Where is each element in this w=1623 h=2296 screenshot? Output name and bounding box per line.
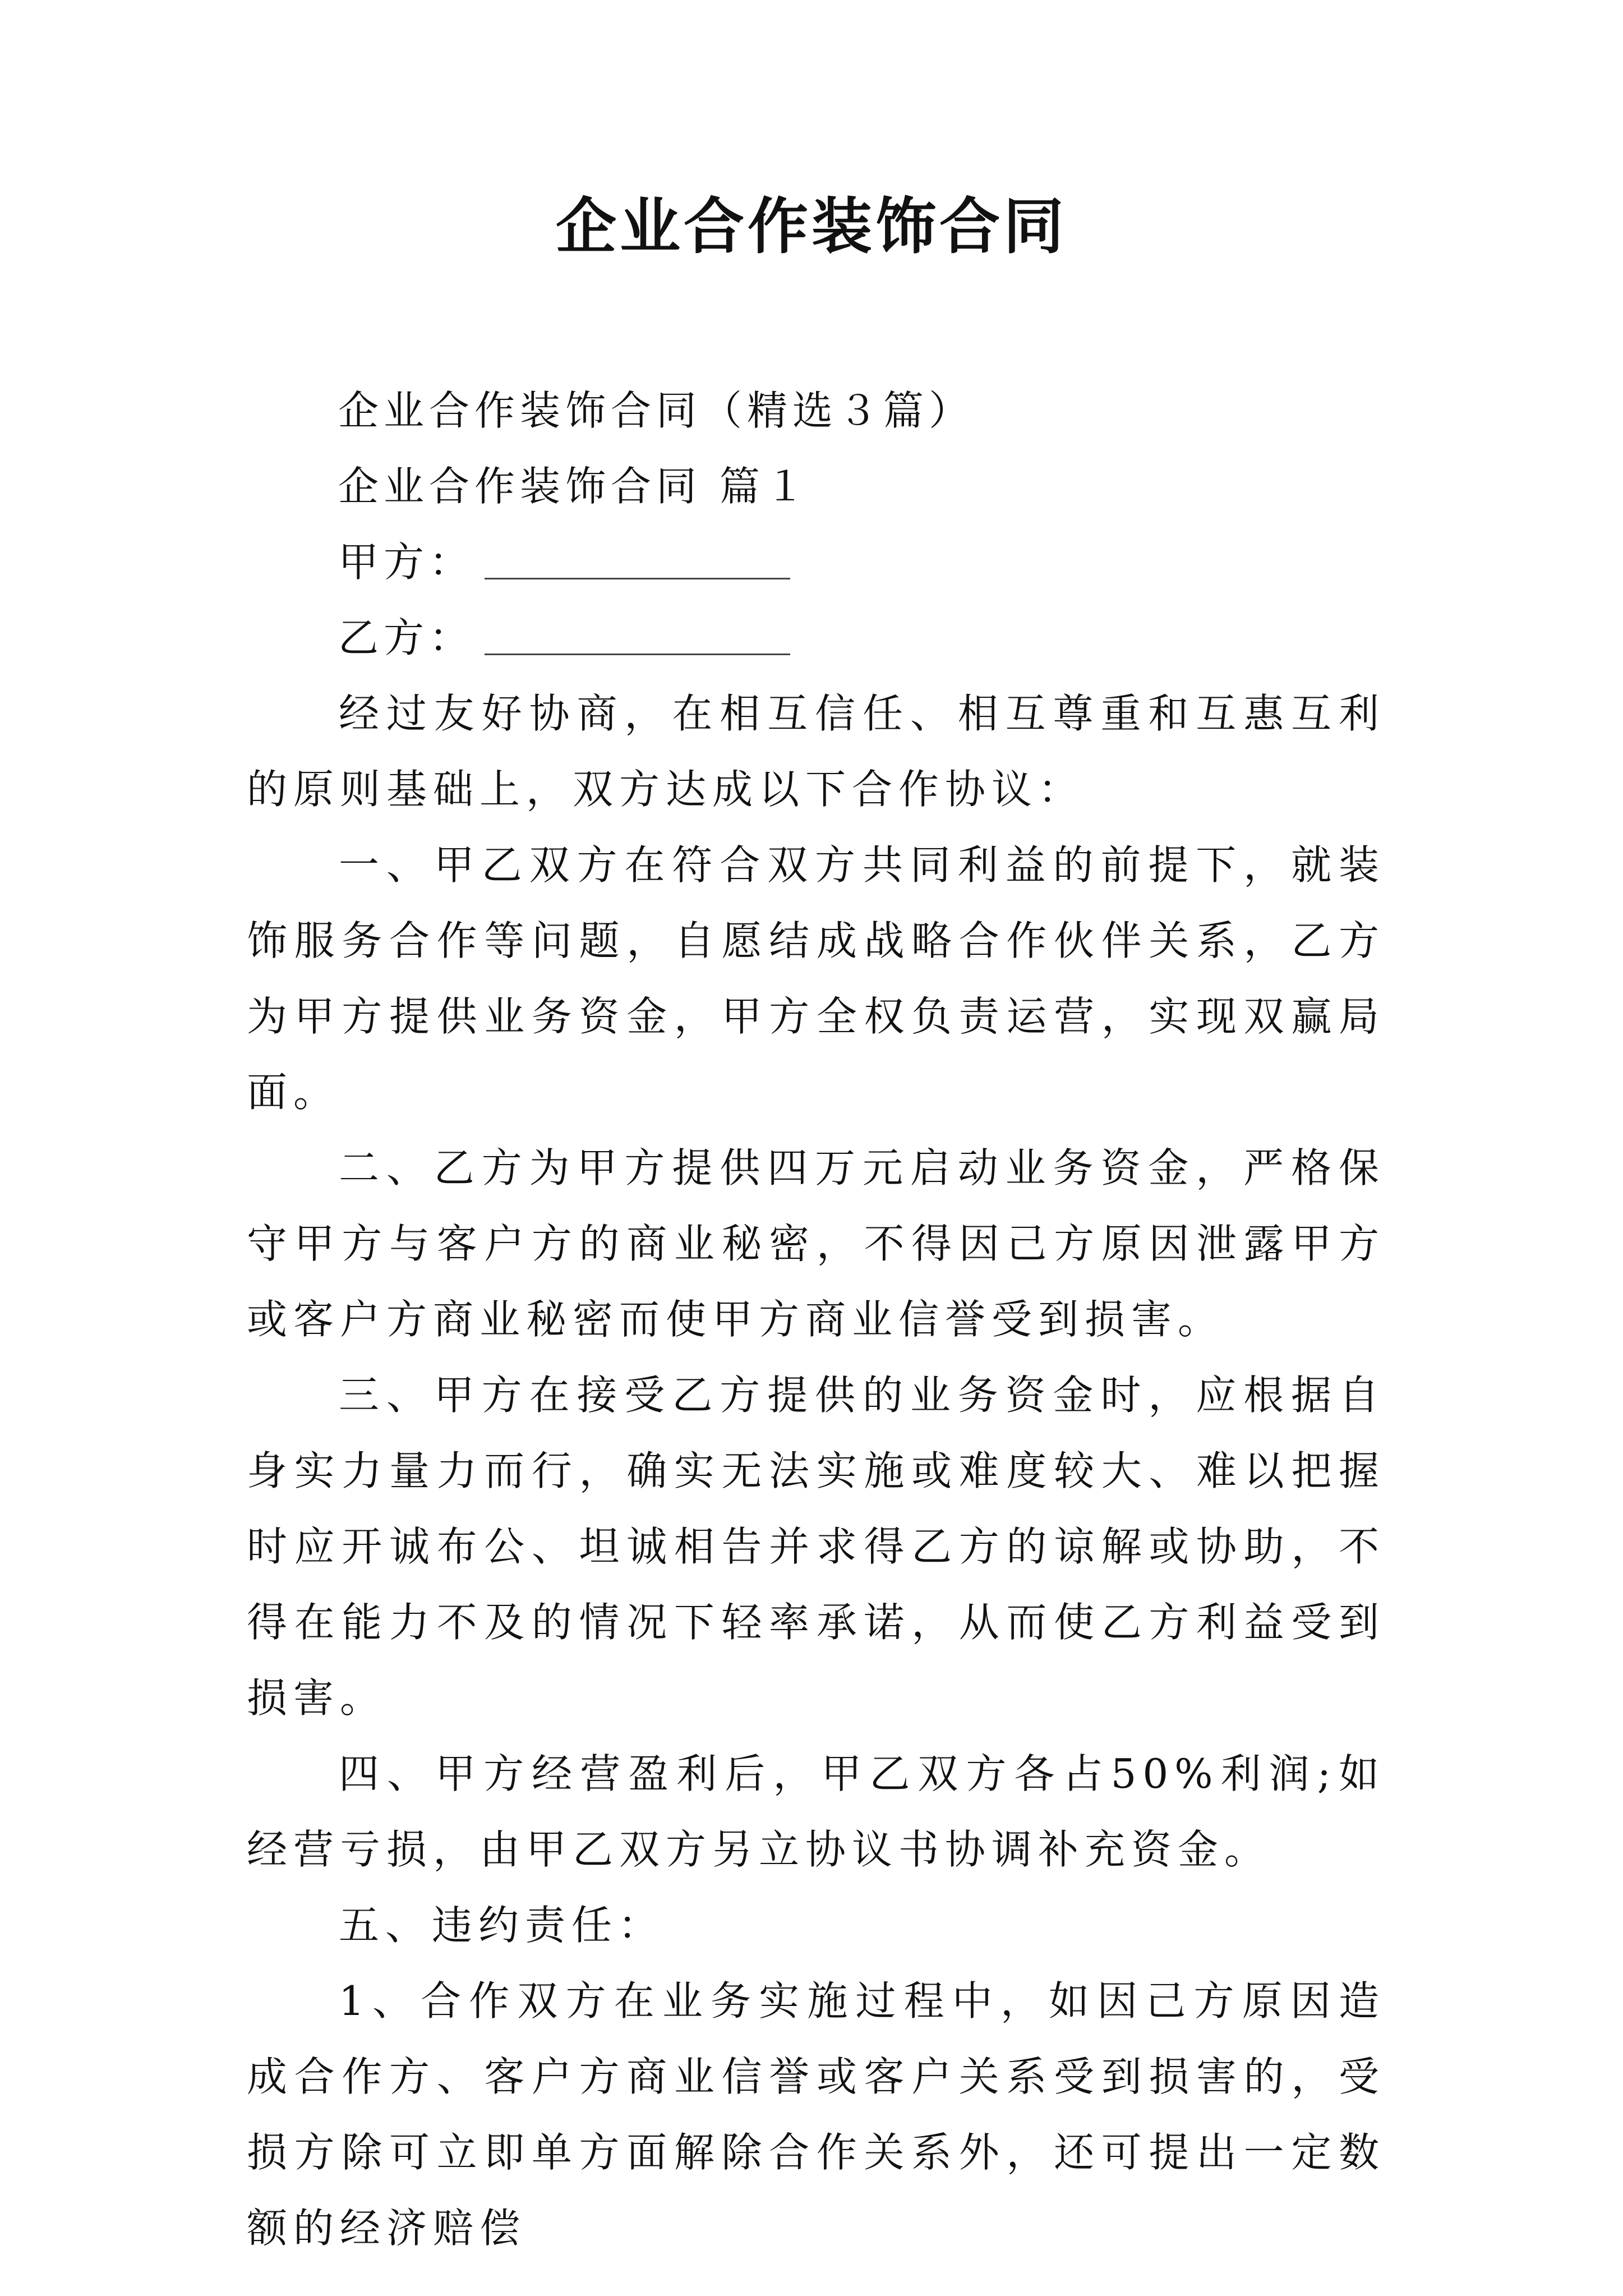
clause-1: 一、甲乙双方在符合双方共同利益的前提下，就装饰服务合作等问题，自愿结成战略合作伙伴关系，乙方为甲方提供业务资金，甲方全权负责运营，实现双赢局面。 [247,841,1385,1116]
clause-2: 二、乙方为甲方提供四万元启动业务资金，严格保守甲方与客户方的商业秘密，不得因己方原因泄露甲方或客户方商业秘密而使甲方商业信誉受到损害。 [247,1144,1385,1343]
party-a-line [247,524,1385,600]
clause-3: 三、甲方在接受乙方提供的业务资金时，应根据自身实力量力而行，确实无法实施或难度较大、难以把握时应开诚布公、坦诚相告并求得乙方的谅解或协助，不得在能力不及的情况下轻率承诺，从而使乙方利益受到损害。 [247,1372,1385,1722]
party-b-label: 乙方： [338,614,475,661]
document-subtitle: 企业合作装饰合同（精选３篇） [338,387,975,434]
party-a-blank [485,537,790,579]
clause-4: 四、甲方经营盈利后，甲乙双方各占50%利润;如经营亏损，由甲乙双方另立协议书协调补充资金。 [247,1750,1385,1873]
party-b-line [247,600,1385,676]
clause-5-heading: 五、违约责任： [339,1902,665,1949]
party-a-label: 甲方： [338,539,475,586]
party-b-blank [485,613,790,655]
document-body [247,373,1385,2266]
section-heading: 企业合作装饰合同 篇１ [338,463,810,510]
document-title: 企业合作装饰合同 [555,191,1067,262]
paragraph-intro: 经过友好协商，在相互信任、相互尊重和互惠互利的原则基础上，双方达成以下合作协议： [247,690,1385,813]
clause-5-item-1: 1、合作双方在业务实施过程中，如因己方原因造成合作方、客户方商业信誉或客户关系受到损害的，受损方除可立即单方面解除合作关系外，还可提出一定数额的经济赔偿 [247,1977,1385,2252]
